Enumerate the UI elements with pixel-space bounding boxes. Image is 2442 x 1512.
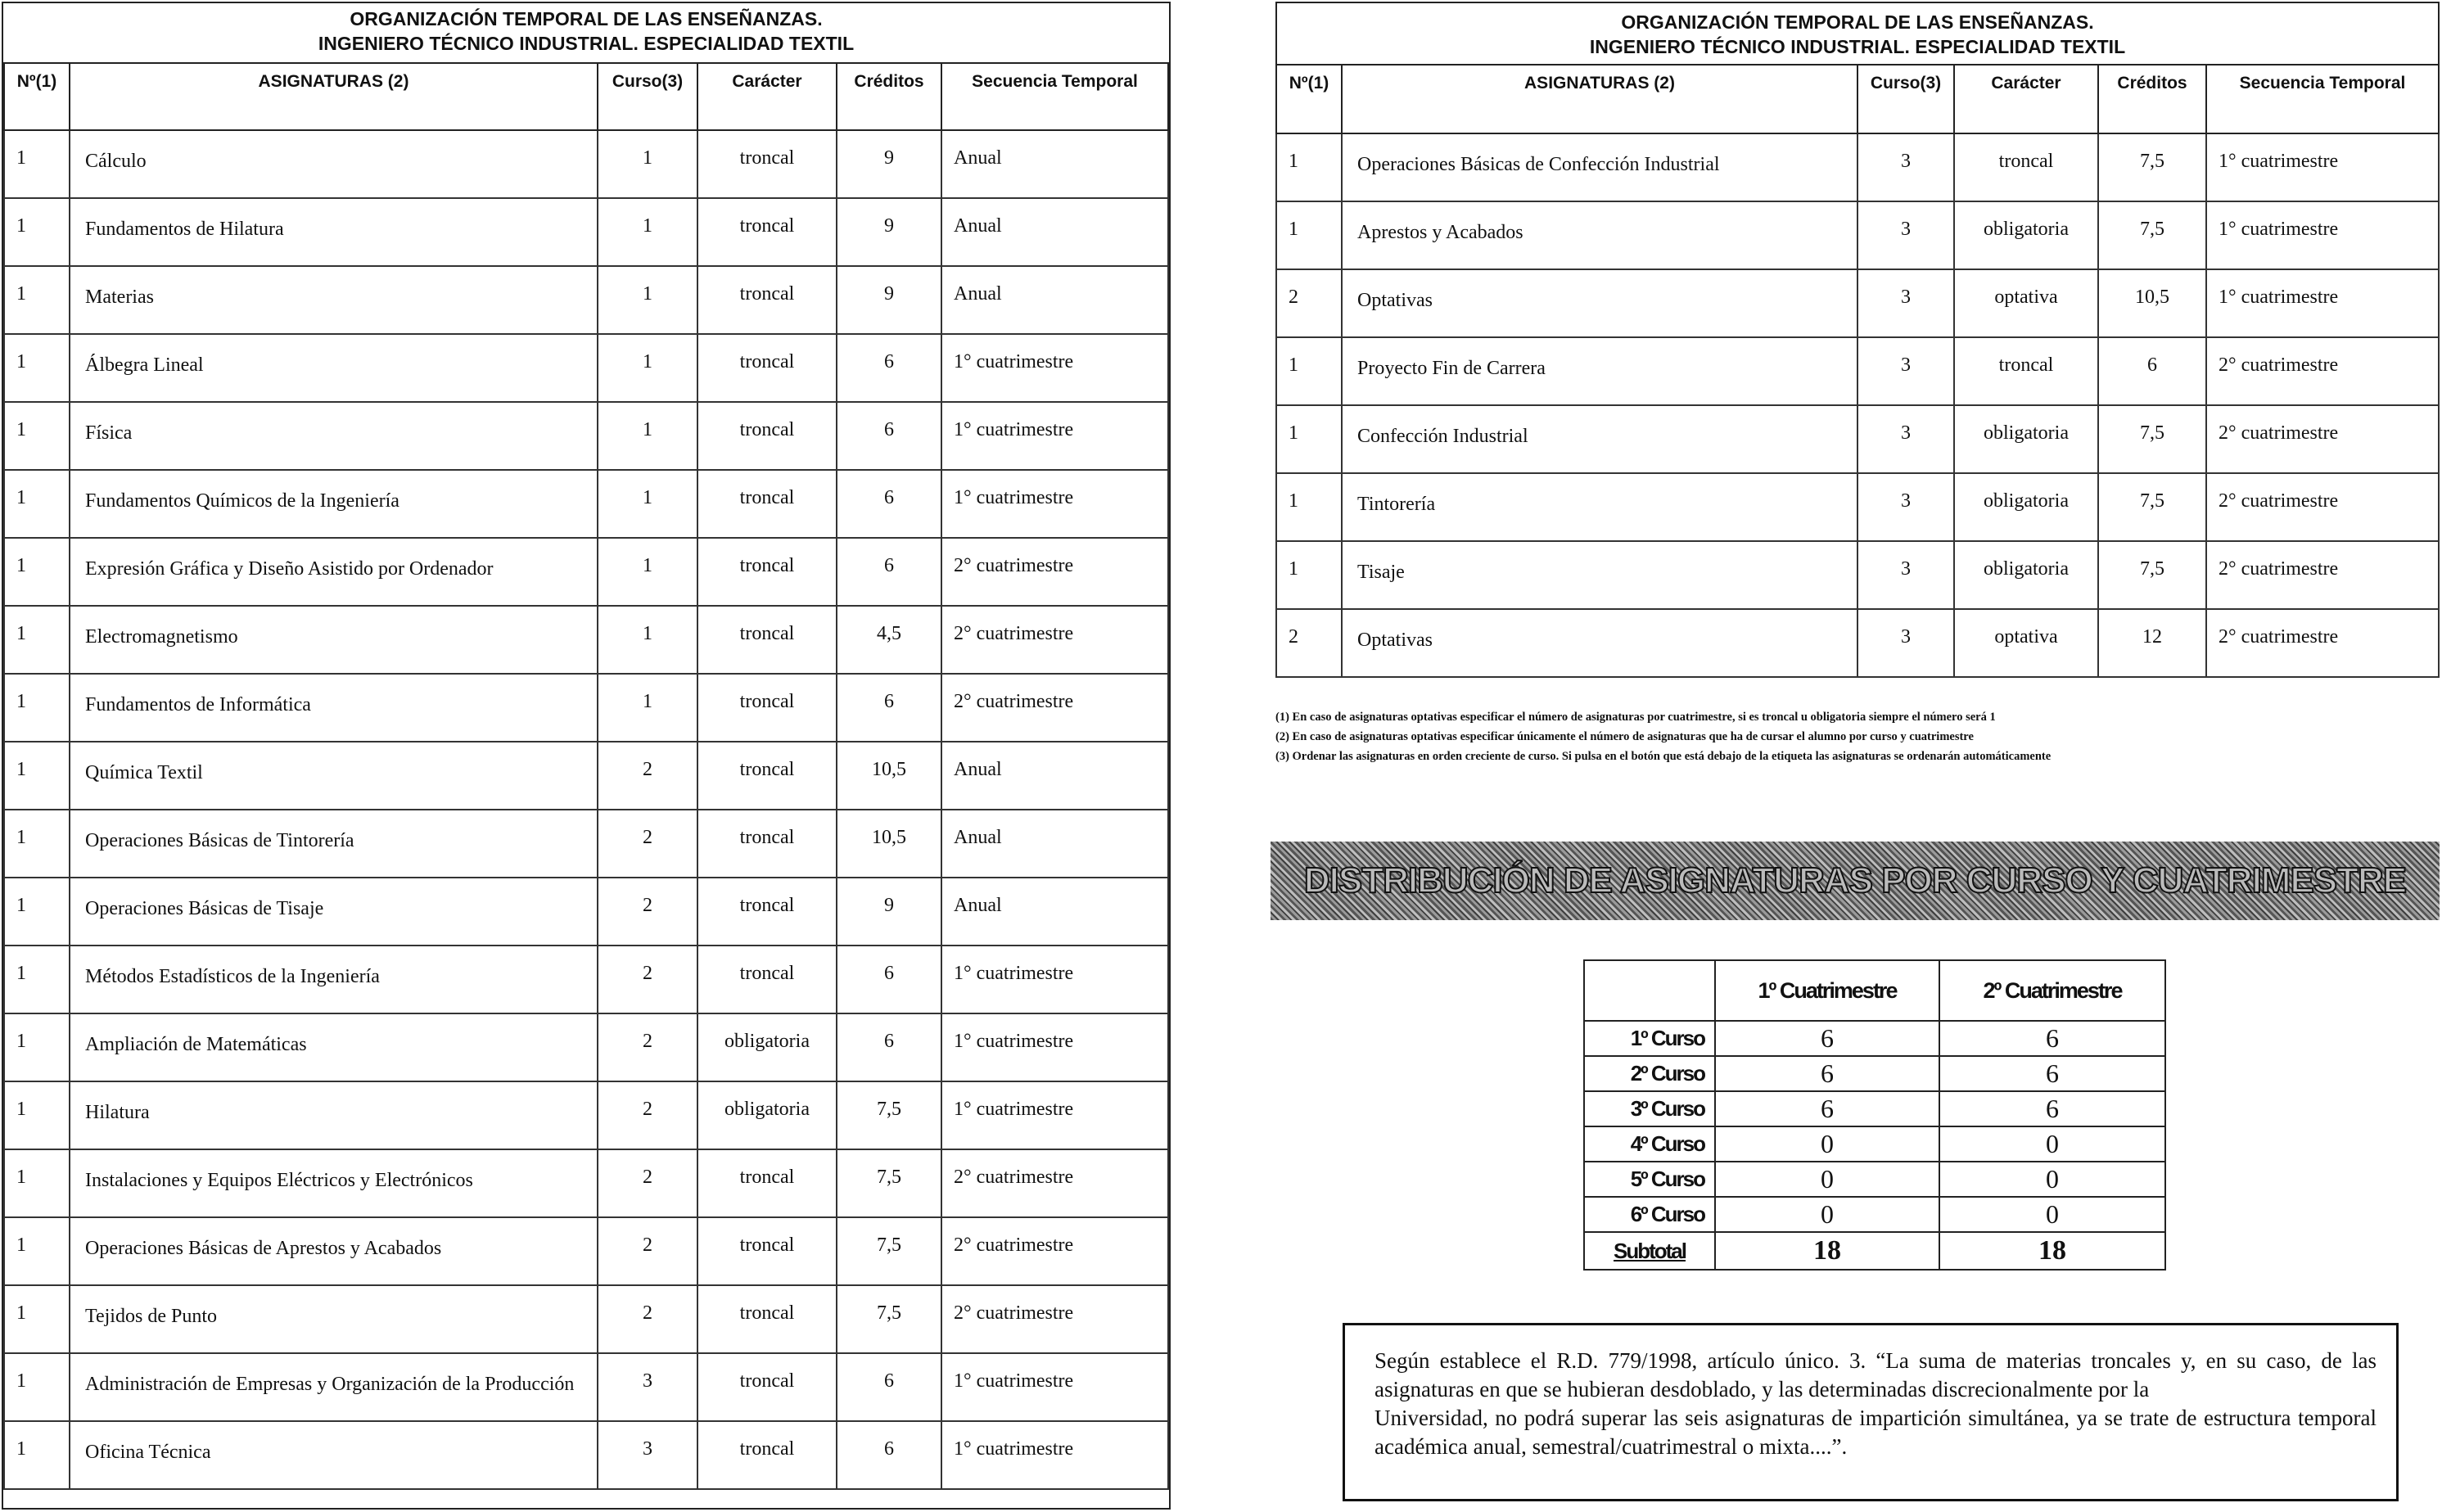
subject-secuencia: 2° cuatrimestre (2206, 473, 2439, 541)
subject-caracter: troncal (697, 538, 837, 606)
subtotal-c2: 18 (1939, 1232, 2165, 1270)
subject-caracter: troncal (697, 1421, 837, 1489)
header-creditos: Créditos (837, 64, 941, 130)
subject-caracter: troncal (1954, 133, 2098, 201)
subject-curso: 1 (598, 674, 697, 742)
subject-num: 1 (4, 1081, 70, 1149)
curso-label: 1º Curso (1584, 1021, 1715, 1056)
subject-name: Tejidos de Punto (70, 1285, 598, 1353)
subject-secuencia: 2° cuatrimestre (2206, 609, 2439, 677)
subject-creditos: 7,5 (2098, 541, 2206, 609)
subject-name: Aprestos y Acabados (1342, 201, 1857, 269)
subject-name: Operaciones Básicas de Aprestos y Acabados (70, 1217, 598, 1285)
distribution-table (1583, 959, 2166, 1271)
subject-secuencia: 1° cuatrimestre (941, 1421, 1168, 1489)
subject-creditos: 7,5 (2098, 201, 2206, 269)
subject-num: 1 (4, 1013, 70, 1081)
subject-creditos: 6 (2098, 337, 2206, 405)
subject-curso: 3 (1857, 133, 1954, 201)
subject-secuencia: Anual (941, 130, 1168, 198)
subject-curso: 1 (598, 606, 697, 674)
subject-name: Hilatura (70, 1081, 598, 1149)
subject-row (4, 810, 1168, 878)
subject-num: 1 (1276, 473, 1342, 541)
subject-secuencia: 1° cuatrimestre (941, 470, 1168, 538)
subject-caracter: troncal (697, 810, 837, 878)
subject-caracter: obligatoria (1954, 541, 2098, 609)
subject-caracter: troncal (697, 1353, 837, 1421)
subject-row (4, 878, 1168, 946)
subject-secuencia: 2° cuatrimestre (941, 1285, 1168, 1353)
subject-caracter: troncal (697, 1217, 837, 1285)
count-c2: 6 (1939, 1056, 2165, 1091)
footnotes (1275, 707, 2438, 766)
subject-secuencia: 2° cuatrimestre (941, 1217, 1168, 1285)
subject-row (4, 1217, 1168, 1285)
subject-creditos: 6 (837, 1013, 941, 1081)
subject-curso: 1 (598, 470, 697, 538)
header-name: ASIGNATURAS (2) (70, 64, 598, 130)
subject-curso: 2 (598, 1013, 697, 1081)
subject-row (4, 1149, 1168, 1217)
subject-caracter: obligatoria (697, 1081, 837, 1149)
subject-secuencia: 1° cuatrimestre (941, 1353, 1168, 1421)
subject-curso: 1 (598, 130, 697, 198)
curso-row (1584, 1126, 2165, 1162)
curso-row (1584, 1056, 2165, 1091)
subject-curso: 3 (1857, 201, 1954, 269)
subject-num: 1 (4, 470, 70, 538)
subject-name: Instalaciones y Equipos Eléctricos y Electrónicos (70, 1149, 598, 1217)
subject-caracter: troncal (697, 402, 837, 470)
subject-num: 1 (4, 674, 70, 742)
subject-name: Fundamentos de Informática (70, 674, 598, 742)
header-cuatrimestre-1: 1º Cuatrimestre (1715, 960, 1939, 1021)
subject-creditos: 12 (2098, 609, 2206, 677)
subject-curso: 2 (598, 1081, 697, 1149)
left-title-line2: INGENIERO TÉCNICO INDUSTRIAL. ESPECIALIDAD TEXTIL (318, 33, 855, 54)
curso-label: 3º Curso (1584, 1091, 1715, 1126)
subject-curso: 2 (598, 946, 697, 1013)
subject-num: 2 (1276, 269, 1342, 337)
subject-caracter: obligatoria (1954, 473, 2098, 541)
subject-curso: 2 (598, 1285, 697, 1353)
subject-creditos: 6 (837, 1353, 941, 1421)
subject-row (4, 470, 1168, 538)
subject-creditos: 6 (837, 538, 941, 606)
count-c2: 6 (1939, 1091, 2165, 1126)
subject-creditos: 6 (837, 674, 941, 742)
right-header-row (1276, 65, 2439, 133)
subject-caracter: obligatoria (697, 1013, 837, 1081)
subject-creditos: 6 (837, 402, 941, 470)
right-title-line2: INGENIERO TÉCNICO INDUSTRIAL. ESPECIALIDAD TEXTIL (1589, 36, 2126, 57)
subject-name: Química Textil (70, 742, 598, 810)
subject-row (1276, 269, 2439, 337)
subject-row (4, 402, 1168, 470)
banner-text: DISTRIBUCIÓN DE ASIGNATURAS POR CURSO Y CUATRIMESTRE (1303, 860, 2407, 900)
subject-caracter: troncal (697, 946, 837, 1013)
subject-row (4, 1421, 1168, 1489)
subject-num: 1 (4, 402, 70, 470)
subject-row (4, 1353, 1168, 1421)
curso-row (1584, 1162, 2165, 1197)
subject-name: Administración de Empresas y Organización de la Producción (70, 1353, 598, 1421)
subject-name: Operaciones Básicas de Tisaje (70, 878, 598, 946)
subject-row (4, 538, 1168, 606)
subject-caracter: troncal (1954, 337, 2098, 405)
subject-row (4, 1285, 1168, 1353)
subject-row (1276, 405, 2439, 473)
subject-creditos: 7,5 (2098, 405, 2206, 473)
subject-secuencia: 1° cuatrimestre (2206, 133, 2439, 201)
subject-num: 1 (4, 198, 70, 266)
count-c2: 6 (1939, 1021, 2165, 1056)
subject-row (4, 606, 1168, 674)
header-name: ASIGNATURAS (2) (1342, 65, 1857, 133)
subject-row (1276, 473, 2439, 541)
header-curso: Curso(3) (598, 64, 697, 130)
subject-secuencia: 1° cuatrimestre (941, 1081, 1168, 1149)
subject-num: 1 (1276, 405, 1342, 473)
subject-caracter: troncal (697, 198, 837, 266)
count-c2: 0 (1939, 1126, 2165, 1162)
count-c1: 6 (1715, 1091, 1939, 1126)
subject-num: 1 (4, 1149, 70, 1217)
subject-secuencia: 2° cuatrimestre (941, 538, 1168, 606)
right-subjects-table (1275, 64, 2440, 678)
subject-curso: 1 (598, 538, 697, 606)
subject-caracter: optativa (1954, 609, 2098, 677)
subject-row (4, 130, 1168, 198)
subject-creditos: 10,5 (837, 742, 941, 810)
subject-name: Materias (70, 266, 598, 334)
count-c1: 6 (1715, 1021, 1939, 1056)
subject-curso: 1 (598, 266, 697, 334)
count-c1: 0 (1715, 1197, 1939, 1232)
subject-secuencia: Anual (941, 266, 1168, 334)
subject-row (1276, 133, 2439, 201)
distribution-header-row (1584, 960, 2165, 1021)
subject-row (4, 674, 1168, 742)
subject-caracter: troncal (697, 470, 837, 538)
subject-caracter: troncal (697, 878, 837, 946)
subject-name: Métodos Estadísticos de la Ingeniería (70, 946, 598, 1013)
left-title-line1: ORGANIZACIÓN TEMPORAL DE LAS ENSEÑANZAS. (350, 8, 823, 29)
subject-row (4, 1081, 1168, 1149)
subject-name: Optativas (1342, 609, 1857, 677)
subject-name: Cálculo (70, 130, 598, 198)
header-caracter: Carácter (697, 64, 837, 130)
subject-caracter: optativa (1954, 269, 2098, 337)
subject-num: 1 (4, 606, 70, 674)
subject-curso: 2 (598, 810, 697, 878)
subject-curso: 3 (1857, 337, 1954, 405)
subject-creditos: 9 (837, 878, 941, 946)
subject-name: Tintorería (1342, 473, 1857, 541)
footnote: (3) Ordenar las asignaturas en orden creciente de curso. Si pulsa en el botón que está debajo de la etiqueta las asignaturas se ordenarán automáticamente (1275, 750, 2052, 763)
subject-creditos: 10,5 (2098, 269, 2206, 337)
subject-caracter: troncal (697, 606, 837, 674)
subject-caracter: troncal (697, 130, 837, 198)
subject-num: 1 (4, 1285, 70, 1353)
subject-secuencia: Anual (941, 742, 1168, 810)
subject-row (1276, 609, 2439, 677)
subject-creditos: 7,5 (2098, 133, 2206, 201)
subject-num: 1 (1276, 133, 1342, 201)
subject-creditos: 6 (837, 470, 941, 538)
subject-caracter: troncal (697, 1149, 837, 1217)
subject-name: Confección Industrial (1342, 405, 1857, 473)
subject-curso: 3 (1857, 473, 1954, 541)
subject-name: Operaciones Básicas de Confección Industrial (1342, 133, 1857, 201)
header-caracter: Carácter (1954, 65, 2098, 133)
subject-secuencia: 2° cuatrimestre (941, 1149, 1168, 1217)
right-title-line1: ORGANIZACIÓN TEMPORAL DE LAS ENSEÑANZAS. (1621, 11, 2094, 33)
subject-num: 1 (4, 946, 70, 1013)
subject-name: Operaciones Básicas de Tintorería (70, 810, 598, 878)
curso-row (1584, 1197, 2165, 1232)
subject-num: 1 (4, 742, 70, 810)
subject-curso: 3 (1857, 405, 1954, 473)
subject-name: Física (70, 402, 598, 470)
subject-secuencia: Anual (941, 198, 1168, 266)
subject-name: Tisaje (1342, 541, 1857, 609)
subject-creditos: 7,5 (2098, 473, 2206, 541)
subject-creditos: 6 (837, 1421, 941, 1489)
subject-creditos: 9 (837, 198, 941, 266)
subject-curso: 3 (598, 1421, 697, 1489)
subject-caracter: troncal (697, 742, 837, 810)
subject-secuencia: Anual (941, 810, 1168, 878)
subject-creditos: 6 (837, 334, 941, 402)
subject-caracter: obligatoria (1954, 405, 2098, 473)
subject-num: 1 (1276, 337, 1342, 405)
subject-name: Electromagnetismo (70, 606, 598, 674)
subject-row (4, 266, 1168, 334)
subject-caracter: troncal (697, 674, 837, 742)
footnote: (1) En caso de asignaturas optativas especificar el número de asignaturas por cuatrimestre, si es troncal u obligatoria siempre el número será 1 (1275, 711, 1996, 724)
subject-num: 1 (4, 810, 70, 878)
subject-curso: 3 (1857, 541, 1954, 609)
subject-secuencia: 2° cuatrimestre (2206, 541, 2439, 609)
subject-num: 1 (4, 878, 70, 946)
header-cuatrimestre-2: 2º Cuatrimestre (1939, 960, 2165, 1021)
left-title (3, 3, 1169, 64)
subject-name: Fundamentos de Hilatura (70, 198, 598, 266)
subject-num: 1 (4, 1217, 70, 1285)
subject-row (4, 198, 1168, 266)
subject-curso: 3 (598, 1353, 697, 1421)
subject-creditos: 7,5 (837, 1217, 941, 1285)
subject-row (4, 1013, 1168, 1081)
subject-num: 1 (4, 1353, 70, 1421)
subject-name: Oficina Técnica (70, 1421, 598, 1489)
subject-secuencia: 1° cuatrimestre (941, 334, 1168, 402)
subject-num: 1 (4, 538, 70, 606)
subject-curso: 3 (1857, 609, 1954, 677)
subject-secuencia: 2° cuatrimestre (2206, 337, 2439, 405)
curso-label: 6º Curso (1584, 1197, 1715, 1232)
subject-num: 2 (1276, 609, 1342, 677)
subject-name: Fundamentos Químicos de la Ingeniería (70, 470, 598, 538)
subject-secuencia: 1° cuatrimestre (941, 946, 1168, 1013)
subject-creditos: 7,5 (837, 1285, 941, 1353)
quote-line2: Universidad, no podrá superar las seis asignaturas de impartición simultánea, ya se trate de estructura temporal académica anual, semestral/cuatrimestral o mixta....”. (1374, 1406, 2377, 1459)
left-subjects-table (3, 64, 1169, 1490)
right-title (1275, 2, 2440, 64)
curso-label: 2º Curso (1584, 1056, 1715, 1091)
count-c1: 0 (1715, 1162, 1939, 1197)
subject-num: 1 (1276, 541, 1342, 609)
header-secuencia: Secuencia Temporal (2206, 65, 2439, 133)
subtotal-row (1584, 1232, 2165, 1270)
distribution-banner (1271, 842, 2440, 920)
subtotal-c1: 18 (1715, 1232, 1939, 1270)
right-panel (1275, 2, 2440, 763)
count-c1: 0 (1715, 1126, 1939, 1162)
subject-num: 1 (4, 266, 70, 334)
subject-curso: 2 (598, 1149, 697, 1217)
subject-caracter: troncal (697, 1285, 837, 1353)
subject-secuencia: 1° cuatrimestre (941, 402, 1168, 470)
subject-creditos: 10,5 (837, 810, 941, 878)
curso-row (1584, 1021, 2165, 1056)
subject-caracter: obligatoria (1954, 201, 2098, 269)
count-c1: 6 (1715, 1056, 1939, 1091)
subject-secuencia: Anual (941, 878, 1168, 946)
curso-row (1584, 1091, 2165, 1126)
subject-curso: 1 (598, 334, 697, 402)
subject-curso: 2 (598, 742, 697, 810)
subject-caracter: troncal (697, 334, 837, 402)
subject-secuencia: 2° cuatrimestre (2206, 405, 2439, 473)
subject-num: 1 (4, 130, 70, 198)
header-creditos: Créditos (2098, 65, 2206, 133)
subject-secuencia: 2° cuatrimestre (941, 674, 1168, 742)
subject-row (4, 742, 1168, 810)
header-curso: Curso(3) (1857, 65, 1954, 133)
subtotal-label: Subtotal (1584, 1232, 1715, 1270)
subject-row (4, 334, 1168, 402)
header-secuencia: Secuencia Temporal (941, 64, 1168, 130)
subject-curso: 1 (598, 402, 697, 470)
subject-secuencia: 2° cuatrimestre (941, 606, 1168, 674)
subject-num: 1 (1276, 201, 1342, 269)
subject-curso: 1 (598, 198, 697, 266)
legal-quote-box (1343, 1323, 2399, 1501)
subject-curso: 2 (598, 1217, 697, 1285)
subject-creditos: 7,5 (837, 1081, 941, 1149)
left-header-row (4, 64, 1168, 130)
subject-row (1276, 201, 2439, 269)
subject-curso: 3 (1857, 269, 1954, 337)
subject-secuencia: 1° cuatrimestre (2206, 201, 2439, 269)
curso-label: 4º Curso (1584, 1126, 1715, 1162)
header-num: Nº(1) (1276, 65, 1342, 133)
subject-row (1276, 337, 2439, 405)
count-c2: 0 (1939, 1197, 2165, 1232)
subject-name: Ampliación de Matemáticas (70, 1013, 598, 1081)
subject-secuencia: 1° cuatrimestre (2206, 269, 2439, 337)
quote-line1: Según establece el R.D. 779/1998, artículo único. 3. “La suma de materias troncales y, en su caso, de las asignaturas en que se hubieran desdoblado, y las determinadas discrecionalmente por la (1374, 1348, 2377, 1401)
subject-creditos: 4,5 (837, 606, 941, 674)
header-num: Nº(1) (4, 64, 70, 130)
curso-label: 5º Curso (1584, 1162, 1715, 1197)
subject-name: Álbegra Lineal (70, 334, 598, 402)
empty-cell (1584, 960, 1715, 1021)
left-panel (2, 2, 1171, 1510)
subject-curso: 2 (598, 878, 697, 946)
subject-num: 1 (4, 334, 70, 402)
subject-creditos: 9 (837, 130, 941, 198)
subject-row (1276, 541, 2439, 609)
subject-name: Proyecto Fin de Carrera (1342, 337, 1857, 405)
subject-creditos: 6 (837, 946, 941, 1013)
subject-name: Expresión Gráfica y Diseño Asistido por Ordenador (70, 538, 598, 606)
count-c2: 0 (1939, 1162, 2165, 1197)
subject-row (4, 946, 1168, 1013)
subject-creditos: 9 (837, 266, 941, 334)
subject-secuencia: 1° cuatrimestre (941, 1013, 1168, 1081)
footnote: (2) En caso de asignaturas optativas especificar únicamente el número de asignaturas que ha de cursar el alumno por curso y cuatrimestre (1275, 730, 1974, 743)
subject-creditos: 7,5 (837, 1149, 941, 1217)
subject-name: Optativas (1342, 269, 1857, 337)
subject-num: 1 (4, 1421, 70, 1489)
subject-caracter: troncal (697, 266, 837, 334)
